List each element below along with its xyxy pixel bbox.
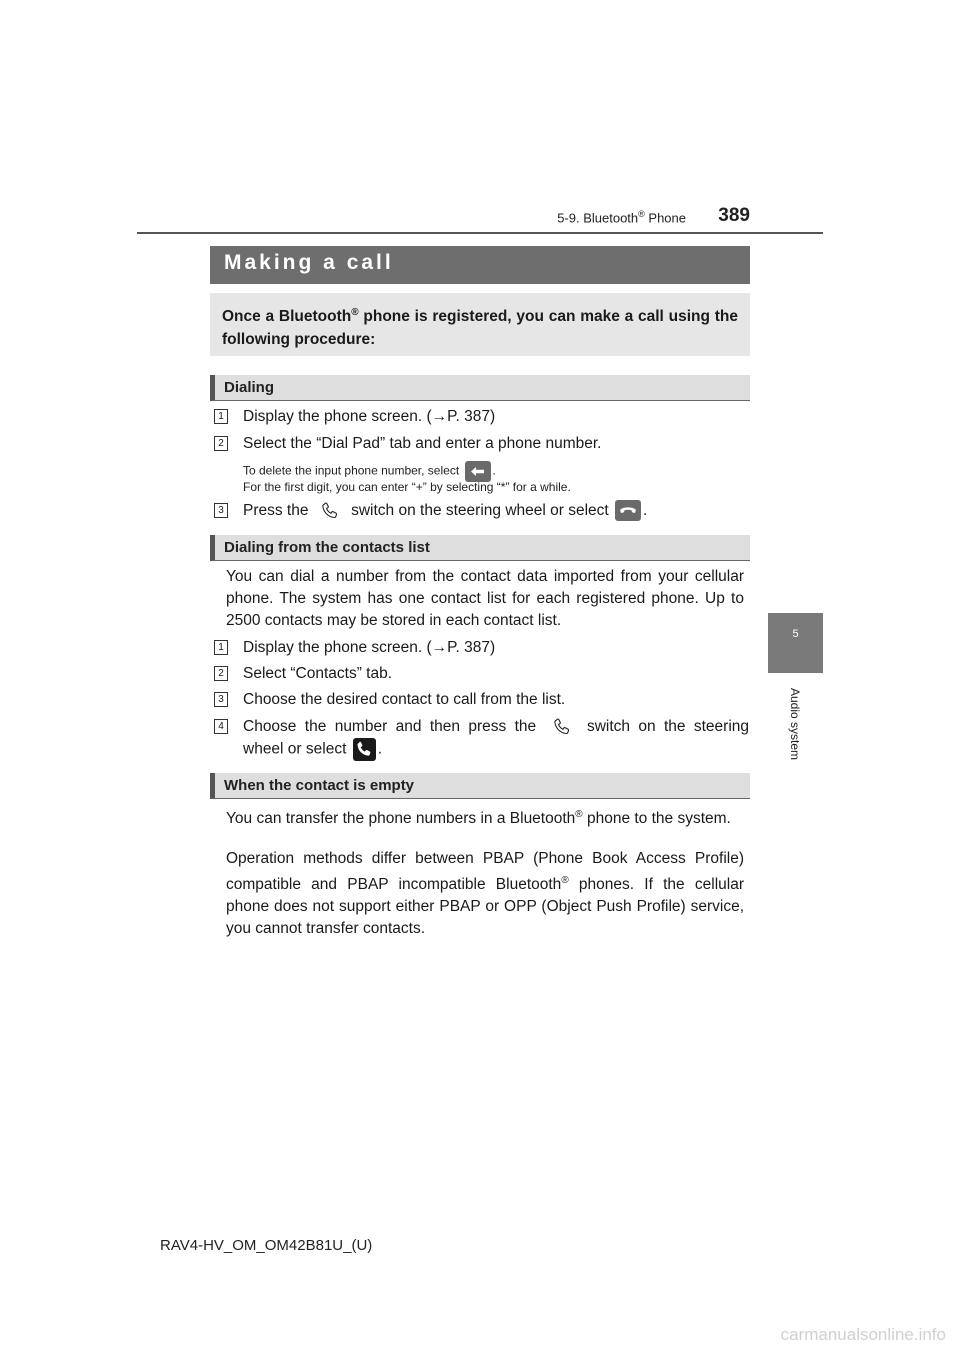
subheading-dialing: Dialing <box>210 375 750 401</box>
intro-box <box>210 293 750 356</box>
call-button-icon <box>615 500 641 521</box>
page-title: Making a call <box>224 251 394 274</box>
empty-paragraph-2: Operation methods differ between PBAP (Phone Book Access Profile) compatible and PBAP incompatible Bluetooth® phones. If the cellular phone does not support either PBAP or OPP (Object Push Profile) service, you cannot transfer contacts. <box>226 850 744 938</box>
step-text: Select the “Dial Pad” tab and enter a phone number. <box>243 435 602 452</box>
contacts-paragraph: You can dial a number from the contact data imported from your cellular phone. The system has one contact list for each registered phone. Up to 2500 contacts may be stored in each contact list. <box>226 568 744 629</box>
header-rule <box>137 232 823 234</box>
subheading-contacts: Dialing from the contacts list <box>210 535 750 561</box>
intro-text: Once a Bluetooth® phone is registered, you can make a call using the following procedure: <box>222 307 738 349</box>
step-text: Select “Contacts” tab. <box>243 665 393 682</box>
step-text: Display the phone screen. (→P. 387) <box>243 408 496 425</box>
step-number: 4 <box>214 719 228 734</box>
chapter-number: 5 <box>792 628 799 640</box>
step-number: 2 <box>214 436 228 451</box>
chapter-tab <box>768 613 823 673</box>
step-text: Press the switch on the steering wheel or select . <box>243 500 647 522</box>
step-number: 1 <box>214 640 228 655</box>
step-number: 3 <box>214 503 228 518</box>
step-number: 2 <box>214 666 228 681</box>
phone-handset-icon <box>551 717 573 737</box>
subheading-empty-contacts: When the contact is empty <box>210 773 750 799</box>
step-text: Choose the number and then press the switch on the steering wheel or select . <box>243 716 749 761</box>
step-number: 1 <box>214 409 228 424</box>
empty-paragraph-1: You can transfer the phone numbers in a Bluetooth® phone to the system. <box>226 809 731 828</box>
watermark: carmanualsonline.info <box>780 1325 946 1344</box>
dialing-note-2: For the first digit, you can enter “+” by selecting “*” for a while. <box>243 480 571 494</box>
dialing-note-1: To delete the input phone number, select . <box>243 461 496 482</box>
section-title: 5-9. Bluetooth® Phone <box>557 209 686 226</box>
document-code: RAV4-HV_OM_OM42B81U_(U) <box>160 1237 373 1254</box>
phone-handset-icon <box>319 501 341 521</box>
page-header <box>140 205 750 231</box>
step-text: Display the phone screen. (→P. 387) <box>243 639 496 656</box>
page-number: 389 <box>718 205 750 226</box>
step-text: Choose the desired contact to call from the list. <box>243 691 566 708</box>
call-button-black-icon <box>353 738 376 761</box>
section-title-bar <box>210 246 750 284</box>
chapter-label: Audio system <box>788 687 802 761</box>
step-number: 3 <box>214 692 228 707</box>
